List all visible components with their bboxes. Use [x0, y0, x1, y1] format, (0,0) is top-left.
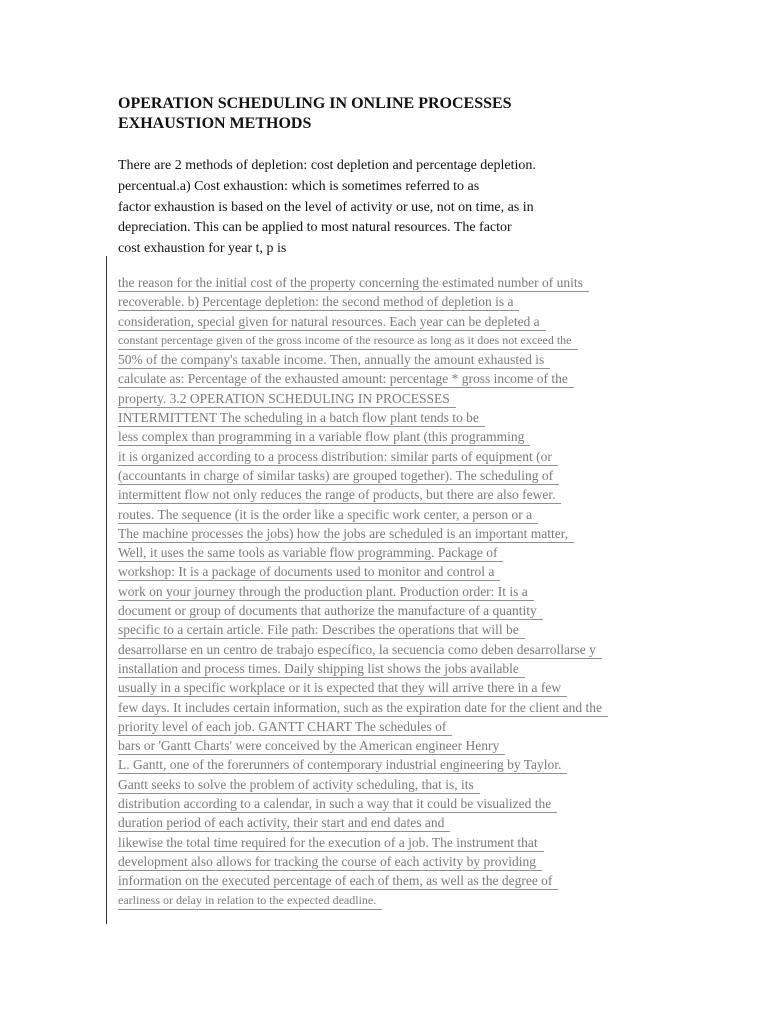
body-line: development also allows for tracking the course of each activity by providing [118, 853, 663, 872]
intro-line: cost exhaustion for year t, p is [118, 241, 287, 257]
body-line: constant percentage given of the gross income of the resource as long as it does not exceed the [118, 332, 663, 351]
body-line: workshop: It is a package of documents used to monitor and control a [118, 563, 663, 582]
body-line: INTERMITTENT The scheduling in a batch flow plant tends to be [118, 409, 663, 428]
body-line: less complex than programming in a variable flow plant (this programming [118, 428, 663, 447]
intro-line: percentual.a) Cost exhaustion: which is sometimes referred to as [118, 178, 480, 194]
body-line: duration period of each activity, their start and end dates and [118, 814, 663, 833]
body-line: few days. It includes certain information, such as the expiration date for the client and the [118, 699, 663, 718]
title-line: OPERATION SCHEDULING IN ONLINE PROCESSES [118, 95, 512, 112]
body-line: earliness or delay in relation to the expected deadline. [118, 892, 663, 911]
document-title [118, 94, 678, 134]
body-line: specific to a certain article. File path: Describes the operations that will be [118, 621, 663, 640]
body-line: information on the executed percentage of each of them, as well as the degree of [118, 872, 663, 891]
body-line: recoverable. b) Percentage depletion: the second method of depletion is a [118, 293, 663, 312]
body-line: priority level of each job. GANTT CHART The schedules of [118, 718, 663, 737]
body-line: installation and process times. Daily shipping list shows the jobs available [118, 660, 663, 679]
body-line: desarrollarse en un centro de trabajo específico, la secuencia como deben desarrollarse y [118, 641, 663, 660]
margin-rule [106, 256, 107, 924]
body-line: calculate as: Percentage of the exhausted amount: percentage * gross income of the [118, 370, 663, 389]
body-line: L. Gantt, one of the forerunners of contemporary industrial engineering by Taylor. [118, 756, 663, 775]
body-line: (accountants in charge of similar tasks) are grouped together). The scheduling of [118, 467, 663, 486]
body-line: work on your journey through the production plant. Production order: It is a [118, 583, 663, 602]
body-line: 50% of the company's taxable income. Then, annually the amount exhausted is [118, 351, 663, 370]
body-line: consideration, special given for natural resources. Each year can be depleted a [118, 313, 663, 332]
intro-line: factor exhaustion is based on the level of activity or use, not on time, as in [118, 199, 534, 215]
title-line: EXHAUSTION METHODS [118, 115, 312, 132]
body-line: routes. The sequence (it is the order like a specific work center, a person or a [118, 506, 663, 525]
body-line: bars or 'Gantt Charts' were conceived by the American engineer Henry [118, 737, 663, 756]
body-line: the reason for the initial cost of the property concerning the estimated number of units [118, 274, 663, 293]
body-line: it is organized according to a process distribution: similar parts of equipment (or [118, 448, 663, 467]
body-line: intermittent flow not only reduces the range of products, but there are also fewer. [118, 486, 663, 505]
intro-line: depreciation. This can be applied to most natural resources. The factor [118, 220, 512, 236]
intro-paragraph [118, 156, 678, 260]
body-line: usually in a specific workplace or it is expected that they will arrive there in a few [118, 679, 663, 698]
body-line: property. 3.2 OPERATION SCHEDULING IN PROCESSES [118, 390, 663, 409]
body-line: likewise the total time required for the execution of a job. The instrument that [118, 834, 663, 853]
body-line: distribution according to a calendar, in such a way that it could be visualized the [118, 795, 663, 814]
body-line: document or group of documents that authorize the manufacture of a quantity [118, 602, 663, 621]
intro-line: There are 2 methods of depletion: cost depletion and percentage depletion. [118, 158, 536, 173]
underlined-body-text [118, 274, 663, 911]
body-line: Well, it uses the same tools as variable flow programming. Package of [118, 544, 663, 563]
body-line: Gantt seeks to solve the problem of activity scheduling, that is, its [118, 776, 663, 795]
body-line: The machine processes the jobs) how the jobs are scheduled is an important matter, [118, 525, 663, 544]
